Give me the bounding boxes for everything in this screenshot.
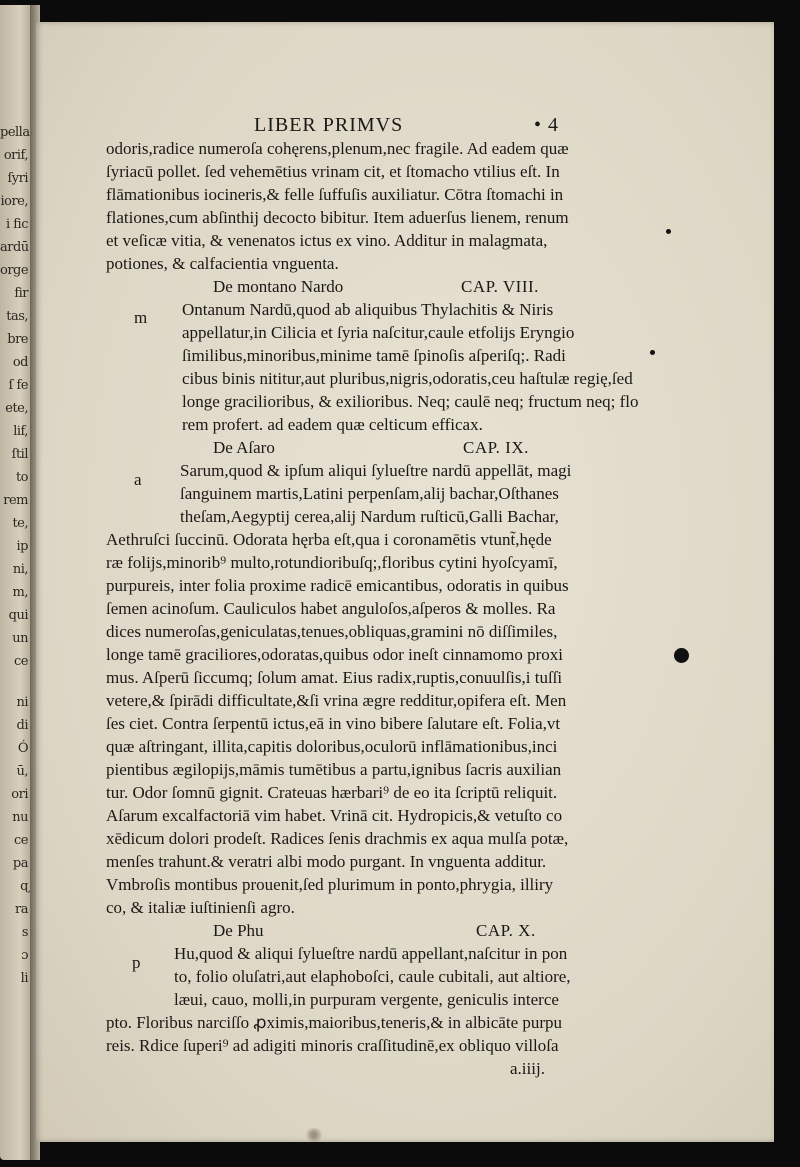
text-line: Vmbroſis montibus prouenit,ſed plurimum in ponto,phrygia, illiry — [106, 875, 554, 894]
text-line: longe gracilioribus, & exilioribus. Neq; caulē neq; fructum neq; flo — [182, 392, 639, 411]
text-line: ſemen acinoſum. Cauliculos habet anguloſos,aſperos & molles. Ra — [106, 599, 556, 618]
text-line: tur. Odor ſomnū gignit. Crateuas hærbari⁹ de eo ita ſcriptū reliquit. — [106, 783, 558, 802]
left-page-fragment: orif, — [3, 148, 28, 163]
left-page-fragment: te, — [12, 516, 28, 531]
left-page-fragment: bre — [7, 332, 28, 347]
text-line: potiones, & calfacientia vnguenta. — [106, 254, 339, 273]
text-line: ſes ciet. Contra ſerpentū ictus,eā in vino bibere ſalutare eſt. Folia,vt — [106, 714, 561, 733]
ink-blot — [674, 648, 689, 663]
chapter-heading: De Phu — [213, 921, 264, 940]
left-page-fragment: ra — [15, 902, 28, 917]
text-line: ſimilibus,minoribus,minime tamē ſpinoſis aſperiſq;. Radi — [182, 346, 566, 365]
left-page-fragment: rem — [3, 493, 28, 508]
margin-dot — [666, 229, 671, 234]
text-line: læui, cauo, molli,in purpuram vergente, geniculis interce — [174, 990, 559, 1009]
text-line: reis. Rdice ſuperi⁹ ad adigiti minoris craſſitudinē,ex obliquo villoſa — [106, 1036, 559, 1055]
text-line: longe tamē graciliores,odoratas,quibus odor ineſt cinnamomo proxi — [106, 645, 563, 664]
text-line: cibus binis nititur,aut pluribus,nigris,odoratis,ceu haſtulæ regię,ſed — [182, 369, 633, 388]
left-page-fragment: pella — [0, 125, 30, 140]
left-page-fragment: ū, — [16, 764, 28, 779]
chapter-heading: De montano Nardo — [213, 277, 344, 296]
text-line: mus. Aſperū ſiccumq; ſolum amat. Eius radix,ruptis,conuulſis,i tuſſi — [106, 668, 563, 687]
chapter-number: CAP. X. — [476, 921, 536, 940]
text-line: purpureis, inter folia proxime radicē emicantibus, odoratis in quibus — [106, 576, 569, 595]
text-line: vetere,& ſpirādi difficultate,&ſi vrina ægre redditur,opifera eſt. Men — [106, 691, 567, 710]
text-line: odoris,radice numeroſa cohęrens,plenum,nec fragile. Ad eadem quæ — [106, 139, 569, 158]
text-line: appellatur,in Cilicia et ſyria naſcitur,caule etfolijs Eryngio — [182, 323, 575, 342]
left-page-fragment: ardū — [0, 240, 29, 255]
left-page-fragment: ni, — [12, 562, 28, 577]
left-page-fragment: od — [12, 355, 28, 370]
text-line: to, folio oluſatri,aut elaphoboſci, caule cubitali, aut altiore, — [174, 967, 571, 986]
left-page-fragment: ip — [16, 539, 28, 554]
signature-mark: a.iiij. — [510, 1059, 545, 1078]
left-page-fragment: di — [16, 718, 28, 733]
initial-guide-letter: p — [132, 953, 141, 972]
text-line: theſam,Aegyptij cerea,alij Nardum ruſticū,Galli Bachar, — [180, 507, 559, 526]
text-line: Aethruſci ſuccinū. Odorata hęrba eſt,qua i coronamētis vtunt̃,hęde — [106, 530, 552, 549]
text-line: dices numeroſas,geniculatas,tenues,obliquas,gramini nō diſſimiles, — [106, 622, 558, 641]
text-line: ſyriacū pollet. ſed vehemētius vrinam cit, et ſtomacho vtilius eſt. In — [106, 162, 560, 181]
left-page-fragment: to — [15, 470, 28, 485]
running-title: LIBER PRIMVS — [254, 114, 404, 136]
left-page-fragment: ce — [14, 654, 28, 669]
left-page-fragment: ſ fe — [8, 378, 28, 393]
text-line: ræ folijs,minorib⁹ multo,rotundioribuſq;,floribus cytini hyoſcyamī, — [106, 553, 558, 572]
left-page-fragment: s — [21, 925, 28, 940]
left-page-fragment: orge — [0, 263, 29, 278]
left-page-fragment: un — [12, 631, 28, 646]
chapter-number: CAP. IX. — [463, 438, 529, 457]
left-page-fragment: ſtil — [11, 447, 28, 462]
left-page-fragment: ce — [14, 833, 28, 848]
left-page-fragment: ɔ — [21, 948, 28, 963]
text-line: Aſarum excalfactoriā vim habet. Vrinā cit. Hydropicis,& vetuſto co — [106, 806, 563, 825]
left-page-fragment: ni — [16, 695, 28, 710]
text-line: flationes,cum abſinthij decocto bibitur. Item aduerſus lienem, renum — [106, 208, 569, 227]
initial-guide-letter: a — [134, 470, 142, 489]
left-page-edge — [0, 5, 34, 1160]
page-number: • 4 — [534, 114, 560, 136]
book-page — [36, 22, 774, 1142]
left-page-fragment: ſyri — [7, 171, 28, 186]
text-line: xēdicum dolori prodeſt. Radices ſenis drachmis ex aqua mulſa potæ, — [106, 829, 569, 848]
text-line: co, & italiæ iuſtinienſi agro. — [106, 898, 295, 917]
left-page-fragment: m, — [12, 585, 28, 600]
left-page-fragment: ete, — [5, 401, 28, 416]
text-line: rem profert. ad eadem quæ celticum efficax. — [182, 415, 483, 434]
text-line: pto. Floribus narciſſo ꝓximis,maioribus,teneris,& in albicāte purpu — [106, 1013, 563, 1032]
text-line: Ontanum Nardū,quod ab aliquibus Thylachitis & Niris — [182, 300, 554, 319]
left-page-fragment: iore, — [0, 194, 28, 209]
text-line: menſes trahunt.& veratri albi modo purgant. In vnguenta additur. — [106, 852, 547, 871]
text-line: Sarum,quod & ipſum aliqui ſylueſtre nardū appellāt, magi — [180, 461, 572, 480]
margin-dot — [650, 350, 655, 355]
library-stamp — [304, 1128, 324, 1142]
text-line: et veſicæ vitia, & venenatos ictus ex vino. Additur in malagmata, — [106, 231, 548, 250]
text-line: quæ aſtringant, illita,capitis doloribus,oculorū inflāmationibus,inci — [106, 737, 558, 756]
left-page-fragment: lif, — [13, 424, 28, 439]
left-page-fragment: li — [20, 971, 28, 986]
chapter-number: CAP. VIII. — [461, 277, 539, 296]
left-page-fragment: qui — [8, 608, 28, 623]
left-page-fragment: ori — [11, 787, 28, 802]
text-line: flāmationibus iocineris,& felle ſuffuſis auxiliatur. Cōtra ſtomachi in — [106, 185, 564, 204]
left-page-fragment: nu — [12, 810, 28, 825]
left-page-fragment: ɋ — [20, 879, 28, 894]
text-line: ſanguinem martis,Latini perpenſam,alij bachar,Oſthanes — [180, 484, 559, 503]
text-line: pientibus ægilopijs,māmis tumētibus a partu,ignibus ſacris auxilian — [106, 760, 562, 779]
chapter-heading: De Aſaro — [213, 438, 275, 457]
left-page-fragment: tas, — [6, 309, 28, 324]
initial-guide-letter: m — [134, 308, 148, 327]
left-page-fragment: fir — [14, 286, 28, 301]
left-page-fragment: i fic — [5, 217, 28, 232]
text-line: Hu,quod & aliqui ſylueſtre nardū appellant,naſcitur in pon — [174, 944, 568, 963]
left-page-fragment: pa — [12, 856, 28, 871]
left-page-fragment: Ó — [17, 741, 28, 756]
